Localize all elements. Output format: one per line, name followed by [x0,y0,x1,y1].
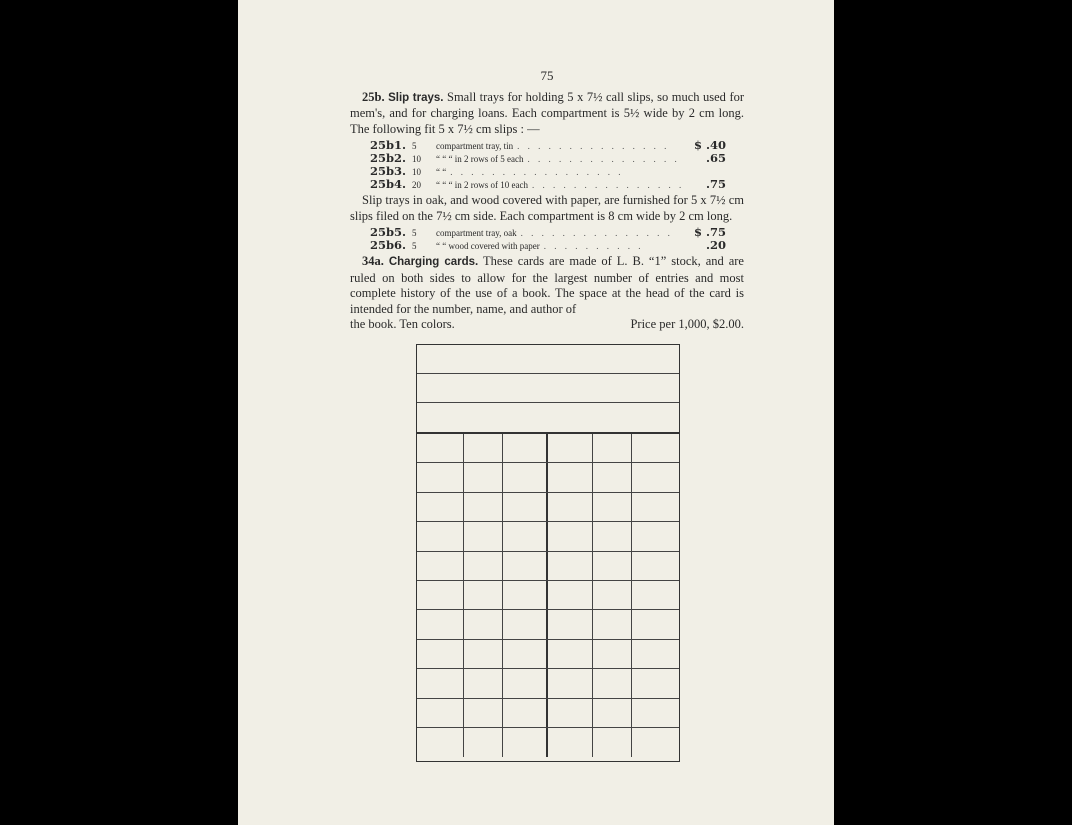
leader-dots: . . . . . . . . . . . . . . . . . [450,167,624,177]
item-desc: “ “ “ in 2 rows of 5 each [436,154,524,164]
card-grid-cell [593,640,632,668]
section-code: 25b. [362,89,385,104]
card-grid-cell [417,493,464,521]
leader-dots: . . . . . . . . . . . . . . . [520,228,673,238]
card-grid-cell [632,463,679,491]
list-item [370,152,744,165]
card-grid-cell [632,552,679,580]
leader-dots: . . . . . . . . . . . . . . . [517,141,670,151]
card-grid-cell [503,493,548,521]
item-qty: 5 [412,228,417,238]
leader-dots: . . . . . . . . . . [543,241,644,251]
card-grid-cell [417,610,464,638]
item-code: 25b2. [370,151,407,165]
leader-dots: . . . . . . . . . . . . . . . [527,154,680,164]
card-grid-row [417,669,679,698]
section-code: 34a. [362,254,384,268]
oak-trays-paragraph: Slip trays in oak, and wood covered with paper, are furnished for 5 x 7½ cm slips filed on the 7½ cm side. Each compartment is 8 cm wide by 2 cm long. [350,193,744,223]
last-line-text: the book. Ten colors. [350,317,455,331]
card-grid-cell [503,669,548,697]
card-grid-cell [464,434,503,462]
card-grid-cell [593,669,632,697]
slip-tray-list [370,139,744,191]
card-ruled-grid [417,434,679,761]
card-grid-cell [464,610,503,638]
card-grid-row [417,699,679,728]
card-grid-cell [593,522,632,550]
card-grid-row [417,463,679,492]
slip-trays-paragraph [350,90,744,138]
card-grid-cell [632,493,679,521]
card-grid-cell [548,552,593,580]
item-desc: “ “ wood covered with paper [436,241,540,251]
card-grid-cell [417,699,464,727]
card-grid-cell [632,728,679,757]
card-grid-cell [593,463,632,491]
card-grid-cell [464,493,503,521]
list-item [370,239,744,252]
card-grid-cell [503,640,548,668]
card-grid-cell [593,552,632,580]
section-text: Small trays for holding 5 x 7½ call slips, so much used for mem's, and for charging loans. Each compartment is 5½ wide by 2 cm long. The following fit 5 x 7½ cm slips : — [350,89,745,136]
card-grid-cell [503,699,548,727]
item-code: 25b6. [370,238,407,252]
card-grid-cell [503,610,548,638]
card-grid-cell [503,728,548,757]
card-header-row [417,403,679,434]
card-header-row [417,374,679,403]
section-title: Charging cards. [388,256,479,268]
card-grid-cell [503,581,548,609]
card-grid-cell [548,522,593,550]
card-grid-cell [548,463,593,491]
card-grid-cell [464,728,503,757]
card-grid-cell [593,434,632,462]
charging-card-illustration [416,344,680,762]
card-grid-cell [593,699,632,727]
card-grid-cell [417,669,464,697]
card-header-row [417,345,679,374]
card-grid-cell [464,581,503,609]
section-text: These cards are made of L. B. “1” stock, and are ruled on both sides to allow for the largest number of entries and most complete history of the use of a book. The space at the head of the card is intended for the number, name, and author of [350,254,744,316]
card-grid-cell [632,434,679,462]
card-grid-row [417,552,679,581]
card-grid-cell [632,610,679,638]
card-grid-cell [464,463,503,491]
card-grid-cell [548,434,593,462]
section-title: Slip trays. [388,91,444,104]
item-code: 25b1. [370,138,407,152]
price-line [350,317,744,333]
card-grid-cell [417,728,464,757]
item-code: 25b5. [370,225,407,239]
page-number: 75 [540,68,554,83]
item-desc: “ “ “ in 2 rows of 10 each [436,180,528,190]
catalog-page [238,0,834,825]
item-qty: 10 [412,154,421,164]
list-item [370,139,744,152]
card-grid-row [417,728,679,757]
card-grid-cell [548,610,593,638]
card-grid-cell [548,669,593,697]
card-grid-cell [417,640,464,668]
oak-tray-list [370,226,744,252]
card-grid-cell [464,552,503,580]
list-item [370,226,744,239]
item-desc: compartment tray, oak [436,228,517,238]
card-grid-cell [417,552,464,580]
card-grid-cell [464,522,503,550]
card-grid-row [417,434,679,463]
card-grid-cell [503,552,548,580]
card-grid-cell [464,699,503,727]
card-grid-cell [632,669,679,697]
card-grid-row [417,493,679,522]
list-item [370,165,744,178]
item-qty: 10 [412,167,421,177]
item-code: 25b4. [370,177,407,191]
card-grid-cell [503,434,548,462]
card-grid-cell [593,493,632,521]
card-grid-cell [503,522,548,550]
card-grid-cell [548,493,593,521]
card-grid-cell [464,669,503,697]
list-item [370,178,744,191]
card-grid-cell [632,640,679,668]
card-grid-cell [593,728,632,757]
item-desc: compartment tray, tin [436,141,514,151]
card-grid-row [417,610,679,639]
leader-dots: . . . . . . . . . . . . . . . [531,180,685,190]
item-price: .75 [705,177,726,191]
card-grid-cell [548,728,593,757]
card-grid-cell [417,522,464,550]
card-grid-cell [632,581,679,609]
item-price: $ .40 [693,138,726,152]
item-price: .65 [705,151,726,165]
card-grid-cell [632,522,679,550]
card-grid-cell [464,640,503,668]
item-desc: “ “ [436,167,447,177]
page-content [350,68,744,333]
item-qty: 20 [412,180,421,190]
card-grid-cell [548,581,593,609]
card-grid-cell [417,581,464,609]
item-qty: 5 [412,241,417,251]
card-grid-cell [417,434,464,462]
card-grid-cell [632,699,679,727]
item-price: $ .75 [693,225,726,239]
card-grid-cell [417,463,464,491]
card-grid-cell [548,640,593,668]
card-price: Price per 1,000, $2.00. [630,317,744,331]
item-qty: 5 [412,141,417,151]
card-grid-row [417,640,679,669]
item-price: .20 [705,238,726,252]
charging-cards-paragraph [350,254,744,317]
card-grid-cell [503,463,548,491]
card-grid-cell [593,581,632,609]
card-grid-row [417,522,679,551]
item-code: 25b3. [370,164,407,178]
card-grid-cell [593,610,632,638]
card-grid-cell [548,699,593,727]
card-grid-row [417,581,679,610]
